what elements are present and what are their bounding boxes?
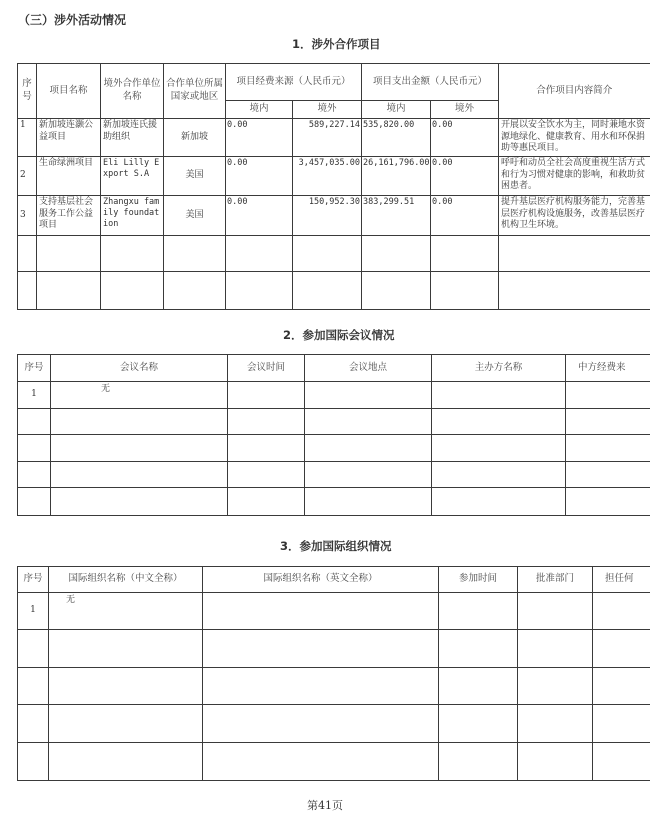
cell-summary: 提升基层医疗机构服务能力，完善基层医疗机构设施服务，改善基层医疗机构卫生环境。 bbox=[499, 196, 650, 236]
cell-funding-foreign: 150,952.30 bbox=[293, 196, 362, 236]
cell-no: 1 bbox=[18, 119, 37, 157]
col-header-conference-time: 会议时间 bbox=[228, 355, 305, 382]
col-header-funding-domestic: 境内 bbox=[226, 101, 293, 119]
table-row-empty bbox=[18, 409, 650, 435]
table2-title: 2．参加国际会议情况 bbox=[283, 328, 395, 342]
table3-title: 3．参加国际组织情况 bbox=[280, 539, 392, 553]
cell-expense-foreign: 0.00 bbox=[431, 119, 499, 157]
cell-no: 3 bbox=[18, 196, 37, 236]
cell-funding-foreign: 3,457,035.00 bbox=[293, 157, 362, 196]
table-row-empty bbox=[18, 705, 650, 743]
table-row bbox=[18, 196, 650, 236]
col-header-host-name: 主办方名称 bbox=[432, 355, 566, 382]
table-row-empty bbox=[18, 236, 650, 272]
cell-conference-name: 无 bbox=[51, 382, 228, 409]
col-header-join-time: 参加时间 bbox=[439, 567, 518, 593]
page-number: 第41页 bbox=[307, 799, 343, 812]
table-row-empty bbox=[18, 743, 650, 781]
table-row bbox=[18, 157, 650, 196]
col-header-chinese-funding: 中方经费来 bbox=[566, 355, 650, 382]
cell-funding-domestic: 0.00 bbox=[226, 157, 293, 196]
cell-foreign-unit: Eli Lilly Export S.A bbox=[101, 157, 164, 196]
col-header-approval-dept: 批准部门 bbox=[518, 567, 593, 593]
cell-project-name: 生命绿洲项目 bbox=[37, 157, 101, 196]
col-header-no: 序号 bbox=[18, 64, 37, 119]
table-row bbox=[18, 382, 650, 409]
cell-funding-foreign: 589,227.14 bbox=[293, 119, 362, 157]
cell-country: 美国 bbox=[164, 196, 226, 236]
cell-funding-domestic: 0.00 bbox=[226, 119, 293, 157]
table1-title: 1．涉外合作项目 bbox=[292, 37, 381, 51]
col-header-project-name: 项目名称 bbox=[37, 64, 101, 119]
col-header-funding-source: 项目经费来源（人民币元） bbox=[226, 64, 362, 101]
col-header-org-name-cn: 国际组织名称（中文全称） bbox=[49, 567, 203, 593]
col-header-position: 担任何 bbox=[593, 567, 650, 593]
cell-project-name: 新加坡连灏公益项目 bbox=[37, 119, 101, 157]
cell-org-name-cn: 无 bbox=[49, 593, 203, 630]
col-header-expense: 项目支出金额（人民币元） bbox=[362, 64, 499, 101]
cell-foreign-unit: Zhangxu family foundation bbox=[101, 196, 164, 236]
cell-expense-foreign: 0.00 bbox=[431, 196, 499, 236]
col-header-expense-foreign: 境外 bbox=[431, 101, 499, 119]
col-header-country: 合作单位所属国家或地区 bbox=[164, 64, 226, 119]
cell-expense-domestic: 26,161,796.00 bbox=[362, 157, 431, 196]
conferences-table bbox=[17, 354, 650, 516]
cell-summary: 开展以安全饮水为主，同时兼地水资源地绿化、健康教育、用水和环保捐助等惠民项目。 bbox=[499, 119, 650, 157]
table-row-empty bbox=[18, 462, 650, 488]
table-row-empty bbox=[18, 630, 650, 668]
col-header-no: 序号 bbox=[18, 567, 49, 593]
col-header-conference-location: 会议地点 bbox=[305, 355, 432, 382]
cell-no: 2 bbox=[18, 157, 37, 196]
col-header-org-name-en: 国际组织名称（英文全称） bbox=[203, 567, 439, 593]
cell-expense-foreign: 0.00 bbox=[431, 157, 499, 196]
col-header-summary: 合作项目内容简介 bbox=[499, 64, 650, 119]
col-header-funding-foreign: 境外 bbox=[293, 101, 362, 119]
table-row-empty bbox=[18, 272, 650, 310]
cell-no: 1 bbox=[18, 593, 49, 630]
cell-project-name: 支持基层社会服务工作公益项目 bbox=[37, 196, 101, 236]
cell-expense-domestic: 535,820.00 bbox=[362, 119, 431, 157]
cell-country: 新加坡 bbox=[164, 119, 226, 157]
table-row-empty bbox=[18, 488, 650, 516]
cell-expense-domestic: 383,299.51 bbox=[362, 196, 431, 236]
cell-country: 美国 bbox=[164, 157, 226, 196]
col-header-conference-name: 会议名称 bbox=[51, 355, 228, 382]
table-row-empty bbox=[18, 668, 650, 705]
table-row bbox=[18, 119, 650, 157]
cell-foreign-unit: 新加坡连氏援助组织 bbox=[101, 119, 164, 157]
col-header-no: 序号 bbox=[18, 355, 51, 382]
section-title: （三）涉外活动情况 bbox=[18, 13, 127, 27]
cell-no: 1 bbox=[18, 382, 51, 409]
col-header-foreign-unit: 境外合作单位名称 bbox=[101, 64, 164, 119]
table-row bbox=[18, 593, 650, 630]
col-header-expense-domestic: 境内 bbox=[362, 101, 431, 119]
cell-funding-domestic: 0.00 bbox=[226, 196, 293, 236]
cell-summary: 呼吁和动员全社会高度重视生活方式和行为习惯对健康的影响，和救助贫困患者。 bbox=[499, 157, 650, 196]
table-row-empty bbox=[18, 435, 650, 462]
organizations-table bbox=[17, 566, 650, 781]
cooperation-projects-table bbox=[17, 63, 650, 310]
